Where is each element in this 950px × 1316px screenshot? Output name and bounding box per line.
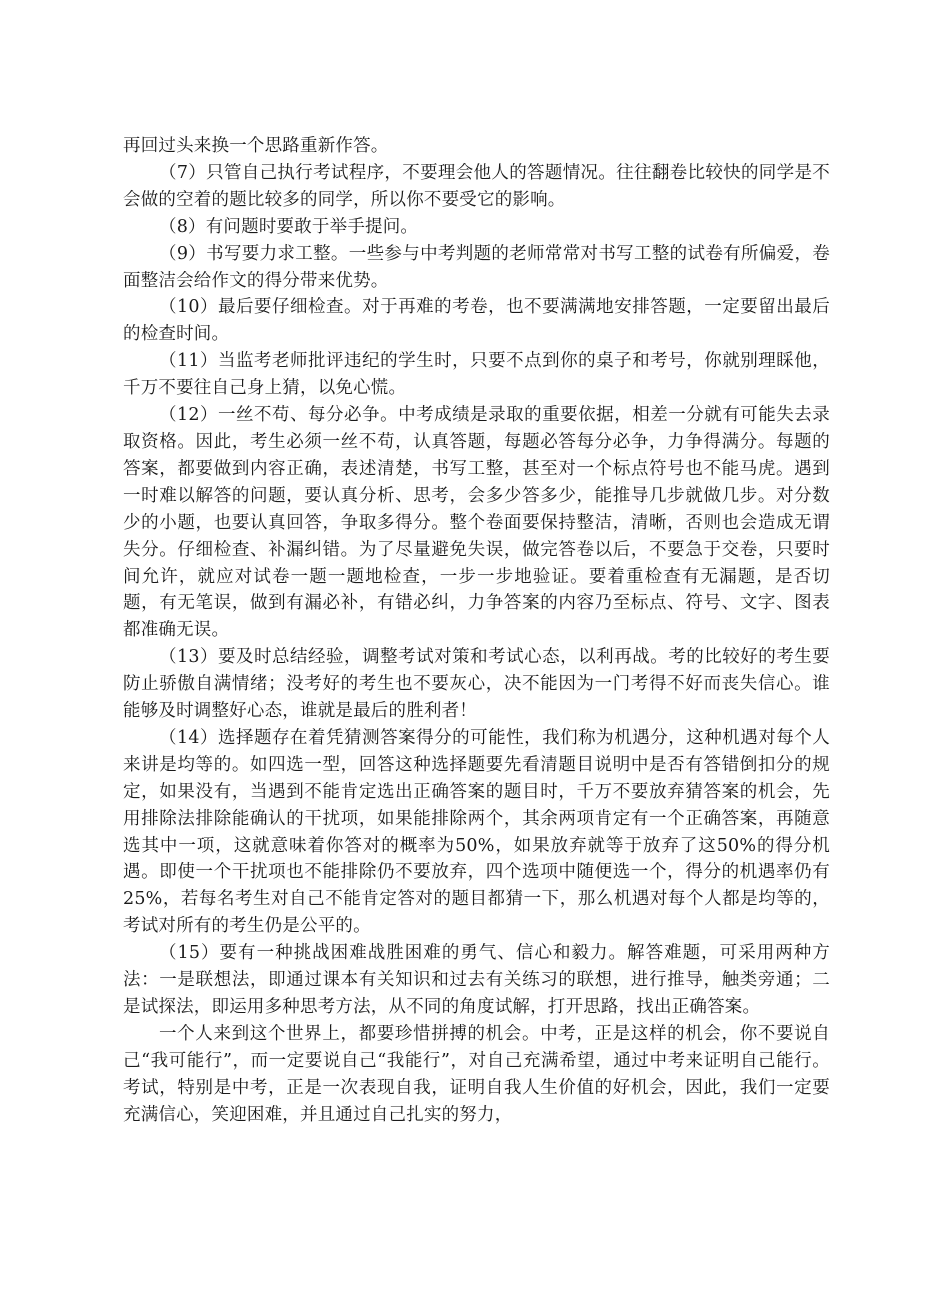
paragraph-item-11: （11）当监考老师批评违纪的学生时，只要不点到你的桌子和考号，你就别理睬他，千万不要往自己身上猜，以免心慌。	[123, 351, 830, 399]
paragraph-closing: 一个人来到这个世界上，都要珍惜拼搏的机会。中考，正是这样的机会，你不要说自己“我可能行”，而一定要说自己“我能行”，对自己充满希望，通过中考来证明自己能行。考试，特别是中考，正是一次表现自我，证明自我人生价值的好机会，因此，我们一定要充满信心，笑迎困难，并且通过自己扎实的努力，	[123, 1023, 830, 1125]
document-body	[123, 133, 830, 1129]
paragraph-item-12: （12）一丝不苟、每分必争。中考成绩是录取的重要依据，相差一分就有可能失去录取资格。因此，考生必须一丝不苟，认真答题，每题必答每分必争，力争得满分。每题的答案，都要做到内容正确，表述清楚，书写工整，甚至对一个标点符号也不能马虎。遇到一时难以解答的问题，要认真分析、思考，会多少答多少，能推导几步就做几步。对分数少的小题，也要认真回答，争取多得分。整个卷面要保持整洁，清晰，否则也会造成无谓失分。仔细检查、补漏纠错。为了尽量避免失误，做完答卷以后，不要急于交卷，只要时间允许，就应对试卷一题一题地检查，一步一步地验证。要着重检查有无漏题，是否切题，有无笔误，做到有漏必补，有错必纠，力争答案的内容乃至标点、符号、文字、图表都准确无误。	[123, 405, 830, 641]
paragraph-item-15: （15）要有一种挑战困难战胜困难的勇气、信心和毅力。解答难题，可采用两种方法：一是联想法，即通过课本有关知识和过去有关练习的联想，进行推导，触类旁通；二是试探法，即运用多种思考方法，从不同的角度试解，打开思路，找出正确答案。	[123, 943, 830, 1017]
paragraph-item-13: （13）要及时总结经验，调整考试对策和考试心态，以利再战。考的比较好的考生要防止骄傲自满情绪；没考好的考生也不要灰心，决不能因为一门考得不好而丧失信心。谁能够及时调整好心态，谁就是最后的胜利者！	[123, 647, 830, 722]
paragraph-item-8: （8）有问题时要敢于举手提问。	[159, 216, 419, 237]
paragraph-item-10: （10）最后要仔细检查。对于再难的考卷，也不要满满地安排答题，一定要留出最后的检查时间。	[123, 297, 830, 345]
paragraph-item-9: （9）书写要力求工整。一些参与中考判题的老师常常对书写工整的试卷有所偏爱，卷面整洁会给作文的得分带来优势。	[123, 243, 830, 291]
paragraph-item-14: （14）选择题存在着凭猜测答案得分的可能性，我们称为机遇分，这种机遇对每个人来讲是均等的。如四选一型，回答这种选择题要先看清题目说明中是否有答错倒扣分的规定，如果没有，当遇到不能肯定选出正确答案的题目时，千万不要放弃猜答案的机会，先用排除法排除能确认的干扰项，如果能排除两个，其余两项肯定有一个正确答案，再随意选其中一项，这就意味着你答对的概率为50%，如果放弃就等于放弃了这50%的得分机遇。即使一个干扰项也不能排除仍不要放弃，四个选项中随便选一个，得分的机遇率仍有25%，若每名考生对自己不能肯定答对的题目都猜一下，那么机遇对每个人都是均等的，考试对所有的考生仍是公平的。	[123, 727, 830, 937]
paragraph-item-7: （7）只管自己执行考试程序，不要理会他人的答题情况。往往翻卷比较快的同学是不会做的空着的题比较多的同学，所以你不要受它的影响。	[123, 162, 830, 210]
paragraph-continuation: 再回过头来换一个思路重新作答。	[123, 136, 389, 156]
